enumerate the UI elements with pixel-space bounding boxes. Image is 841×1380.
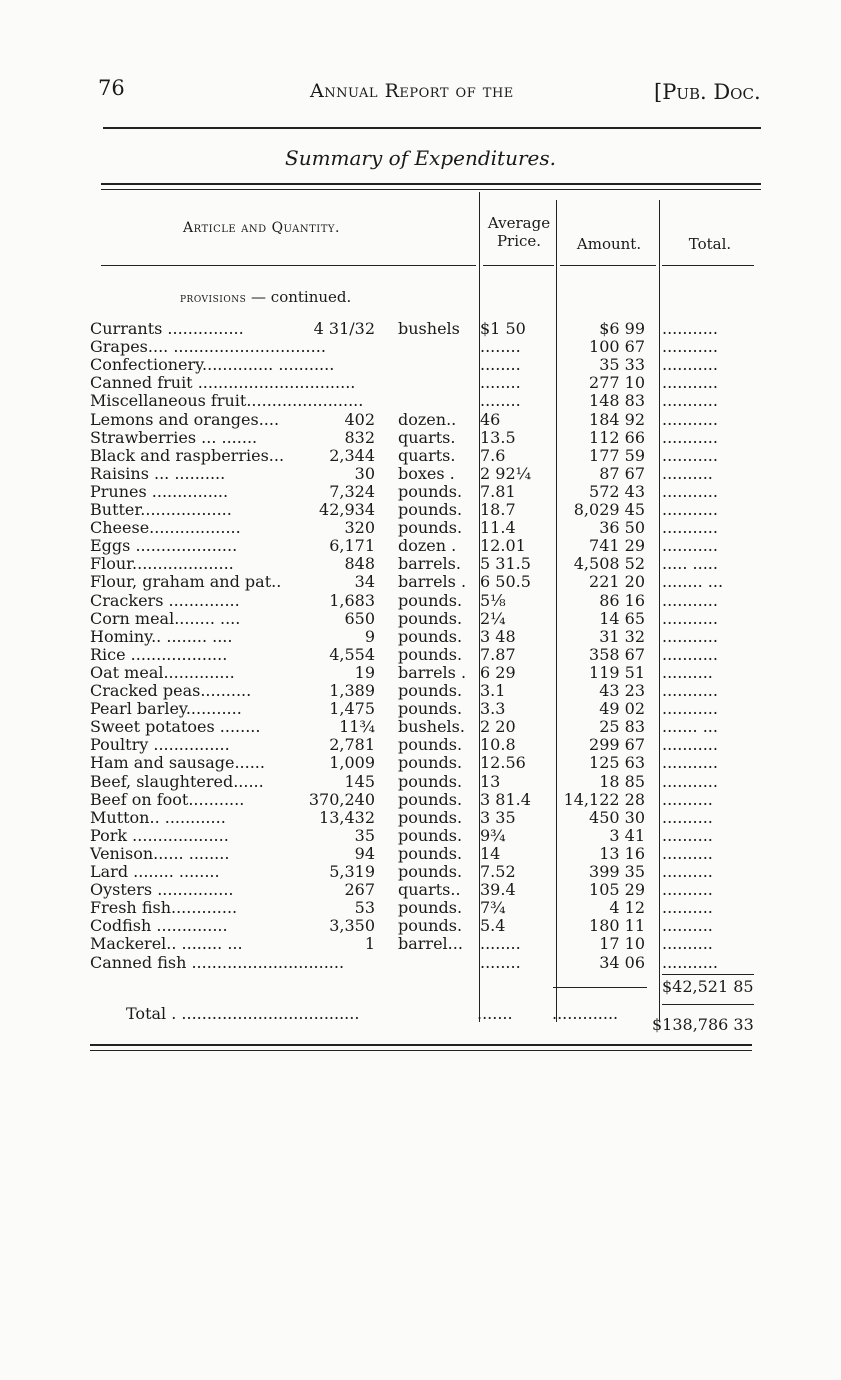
average-price: 3 48 <box>480 626 516 646</box>
quantity: 1,683 <box>329 590 375 610</box>
table-row <box>90 827 770 845</box>
header-underline-article <box>101 265 476 266</box>
average-price: ........ <box>480 355 521 375</box>
total-leader: .......... <box>662 898 713 918</box>
average-price: 6 50.5 <box>480 572 531 592</box>
column-header-total: Total. <box>688 235 732 253</box>
average-price: 6 29 <box>480 662 516 682</box>
table-row <box>90 555 770 573</box>
average-price: 5⅛ <box>480 590 506 610</box>
unit: pounds. <box>398 898 463 918</box>
quantity: 1,475 <box>329 699 375 719</box>
total-leader: ........... <box>662 409 718 429</box>
table-title: Summary of Expenditures. <box>285 146 556 170</box>
total-leader: ........... <box>662 373 718 393</box>
unit: dozen.. <box>398 409 457 429</box>
unit: pounds. <box>398 916 463 936</box>
amount: 112 66 <box>589 427 645 447</box>
amount: 4 12 <box>609 898 645 918</box>
amount: 86 16 <box>599 590 645 610</box>
quantity: 2,344 <box>329 445 375 465</box>
table-top-rule <box>101 183 761 185</box>
total-leader: .......... <box>662 662 713 682</box>
table-bottom-rule-thin <box>90 1050 752 1051</box>
unit: bushels. <box>398 717 465 737</box>
average-price: 7¾ <box>480 898 506 918</box>
table-row <box>90 899 770 917</box>
unit: pounds. <box>398 626 463 646</box>
running-title: Annual Report of the <box>310 80 514 102</box>
unit: pounds. <box>398 807 463 827</box>
amount: 572 43 <box>589 481 645 501</box>
total-leader: ........... <box>662 644 718 664</box>
amount: 105 29 <box>589 880 645 900</box>
average-price: 12.01 <box>480 536 526 556</box>
article-name: Grapes.... .............................. <box>90 337 326 357</box>
average-price: 39.4 <box>480 880 516 900</box>
table-row <box>90 954 770 972</box>
unit: pounds. <box>398 735 463 755</box>
total-leader: ........... <box>662 608 718 628</box>
average-price: 14 <box>480 843 501 863</box>
total-leader: .......... <box>662 880 713 900</box>
article-name: Pearl barley........... <box>90 699 242 719</box>
page-number: 76 <box>98 76 125 100</box>
table-row <box>90 754 770 772</box>
amount: 17 10 <box>599 934 645 954</box>
table-row <box>90 935 770 953</box>
amount: 49 02 <box>599 699 645 719</box>
article-name: Strawberries ... ....... <box>90 427 258 447</box>
article-name: Raisins ... .......... <box>90 463 226 483</box>
average-price: 3 81.4 <box>480 789 531 809</box>
average-price: 5.4 <box>480 916 506 936</box>
unit: quarts. <box>398 445 456 465</box>
average-price: 7.81 <box>480 481 516 501</box>
article-name: Oat meal.............. <box>90 662 235 682</box>
table-row <box>90 392 770 410</box>
average-price: 11.4 <box>480 518 516 538</box>
amount: 399 35 <box>589 862 645 881</box>
quantity: 7,324 <box>329 481 375 501</box>
article-name: Oysters ............... <box>90 880 234 900</box>
amount: 43 23 <box>599 681 645 700</box>
total-leader: ........... <box>662 355 718 375</box>
table-row <box>90 483 770 501</box>
average-price: 2¼ <box>480 608 506 628</box>
article-name: Rice ................... <box>90 644 228 664</box>
unit: pounds. <box>398 862 463 881</box>
column-header-article: Article and Quantity. <box>183 220 340 236</box>
total-leader: .......... <box>662 825 713 845</box>
total-amount-leader: ............. <box>552 1004 619 1023</box>
total-leader: ....... ... <box>662 717 718 737</box>
column-header-amount: Amount. <box>576 235 642 253</box>
total-leader: ........... <box>662 427 718 447</box>
article-name: Pork ................... <box>90 825 229 845</box>
amount: 148 83 <box>589 391 645 411</box>
unit: pounds. <box>398 500 463 519</box>
average-price: 3 35 <box>480 807 516 827</box>
grand-total: $138,786 33 <box>652 1015 754 1034</box>
quantity: 4,554 <box>329 644 375 664</box>
article-name: Sweet potatoes ........ <box>90 717 261 737</box>
quantity: 4 31/32 <box>313 319 375 338</box>
table-row <box>90 845 770 863</box>
total-leader: ........... <box>662 337 718 357</box>
unit: quarts.. <box>398 880 461 900</box>
amount: 119 51 <box>589 662 645 682</box>
unit: pounds. <box>398 681 463 700</box>
table-row <box>90 700 770 718</box>
subtotal-underline <box>662 1004 754 1005</box>
unit: pounds. <box>398 771 463 791</box>
total-leader: .......... <box>662 934 713 954</box>
unit: pounds. <box>398 789 463 809</box>
article-name: Beef on foot........... <box>90 789 245 809</box>
table-row <box>90 809 770 827</box>
total-leader: ........... <box>662 518 718 538</box>
amount: 8,029 45 <box>573 500 645 519</box>
average-price: 3.3 <box>480 699 506 719</box>
amount: 100 67 <box>589 337 645 357</box>
average-price: 13.5 <box>480 427 516 447</box>
article-name: Lard ........ ........ <box>90 862 220 881</box>
total-leader: ........... <box>662 753 718 773</box>
amount: 35 33 <box>599 355 645 375</box>
total-leader: ........... <box>662 590 718 610</box>
total-leader: ........... <box>662 626 718 646</box>
unit: barrels . <box>398 572 467 592</box>
amount: 4,508 52 <box>573 554 645 574</box>
table-row <box>90 773 770 791</box>
amount: $6 99 <box>599 319 645 338</box>
column-header-price: Average Price. <box>487 214 551 250</box>
article-name: Hominy.. ........ .... <box>90 626 233 646</box>
unit: boxes . <box>398 463 455 483</box>
article-name: Codfish .............. <box>90 916 228 936</box>
document-label: [Pub. Doc. <box>654 80 761 104</box>
average-price: 2 20 <box>480 717 516 737</box>
table-top-rule-thin <box>101 189 761 190</box>
article-name: Currants ............... <box>90 319 244 338</box>
total-leader: ........... <box>662 391 718 411</box>
article-name: Venison...... ........ <box>90 843 230 863</box>
unit: pounds. <box>398 644 463 664</box>
amount: 25 83 <box>599 717 645 737</box>
quantity: 30 <box>354 463 375 483</box>
total-leader: ........... <box>662 681 718 700</box>
header-underline-amount <box>560 265 656 266</box>
article-name: Flour.................... <box>90 554 234 574</box>
table-row <box>90 664 770 682</box>
amount: 221 20 <box>589 572 645 592</box>
unit: pounds. <box>398 753 463 773</box>
article-name: Eggs .................... <box>90 536 238 556</box>
unit: quarts. <box>398 427 456 447</box>
article-name: Confectionery.............. ........... <box>90 355 335 375</box>
amount: 358 67 <box>589 644 645 664</box>
unit: pounds. <box>398 590 463 610</box>
quantity: 94 <box>354 843 375 863</box>
amount: 34 06 <box>599 952 645 972</box>
table-bottom-rule <box>90 1044 752 1046</box>
article-name: Corn meal........ .... <box>90 608 241 628</box>
article-name: Mutton.. ............ <box>90 807 226 827</box>
total-leader: ........... <box>662 536 718 556</box>
quantity: 19 <box>354 662 375 682</box>
total-label: Total . ................................... <box>126 1004 360 1023</box>
amount: 184 92 <box>589 409 645 429</box>
quantity: 1 <box>364 934 375 954</box>
total-leader: ........... <box>662 500 718 519</box>
article-name: Flour, graham and pat.. <box>90 572 282 592</box>
average-price: 5 31.5 <box>480 554 531 574</box>
total-leader: ........... <box>662 319 718 338</box>
amount: 177 59 <box>589 445 645 465</box>
amount: 741 29 <box>589 536 645 556</box>
table-row <box>90 736 770 754</box>
total-leader: ........ ... <box>662 572 724 592</box>
total-leader: .......... <box>662 807 713 827</box>
article-name: Lemons and oranges.... <box>90 409 280 429</box>
table-row <box>90 411 770 429</box>
table-row <box>90 682 770 700</box>
table-row <box>90 646 770 664</box>
quantity: 650 <box>344 608 375 628</box>
unit: pounds. <box>398 608 463 628</box>
quantity: 53 <box>354 898 375 918</box>
provisions-subtotal: $42,521 85 <box>662 977 754 996</box>
quantity: 35 <box>354 825 375 845</box>
amount: 125 63 <box>589 753 645 773</box>
quantity: 5,319 <box>329 862 375 881</box>
average-price: $1 50 <box>480 319 526 338</box>
amount-sum-rule <box>553 987 647 988</box>
table-row <box>90 338 770 356</box>
quantity: 13,432 <box>319 807 375 827</box>
average-price: 9¾ <box>480 825 506 845</box>
table-row <box>90 863 770 881</box>
amount: 87 67 <box>599 463 645 483</box>
quantity: 267 <box>344 880 375 900</box>
amount: 3 41 <box>609 825 645 845</box>
header-underline-total <box>662 265 754 266</box>
table-row <box>90 628 770 646</box>
total-leader: ........... <box>662 481 718 501</box>
section-suffix: — continued. <box>251 288 352 306</box>
quantity: 6,171 <box>329 536 375 556</box>
amount: 180 11 <box>589 916 645 936</box>
article-name: Butter.................. <box>90 500 232 519</box>
section-heading <box>180 288 351 306</box>
total-leader: ........... <box>662 771 718 791</box>
total-price-leader: ....... <box>477 1004 513 1023</box>
article-name: Mackerel.. ........ ... <box>90 934 243 954</box>
quantity: 848 <box>344 554 375 574</box>
article-name: Canned fruit ............................... <box>90 373 356 393</box>
table-row <box>90 519 770 537</box>
amount: 14 65 <box>599 608 645 628</box>
header-rule <box>103 127 761 129</box>
average-price: 10.8 <box>480 735 516 755</box>
quantity: 832 <box>344 427 375 447</box>
average-price: 12.56 <box>480 753 526 773</box>
total-leader: ........... <box>662 445 718 465</box>
average-price: 3.1 <box>480 681 506 700</box>
total-leader: ........... <box>662 735 718 755</box>
article-name: Canned fish .............................. <box>90 952 345 972</box>
total-leader: .......... <box>662 463 713 483</box>
quantity: 11¾ <box>339 717 375 737</box>
quantity: 320 <box>344 518 375 538</box>
header-underline-price <box>483 265 554 266</box>
quantity: 1,389 <box>329 681 375 700</box>
amount: 18 85 <box>599 771 645 791</box>
amount: 36 50 <box>599 518 645 538</box>
quantity: 3,350 <box>329 916 375 936</box>
quantity: 370,240 <box>308 789 375 809</box>
total-leader: ........... <box>662 699 718 719</box>
amount: 13 16 <box>599 843 645 863</box>
table-row <box>90 610 770 628</box>
unit: pounds. <box>398 825 463 845</box>
total-leader: .......... <box>662 843 713 863</box>
quantity: 42,934 <box>319 500 375 519</box>
table-row <box>90 573 770 591</box>
total-leader: ..... ..... <box>662 554 718 574</box>
average-price: 18.7 <box>480 500 516 519</box>
quantity: 34 <box>354 572 375 592</box>
unit: barrels. <box>398 554 461 574</box>
average-price: ........ <box>480 373 521 393</box>
article-name: Black and raspberries... <box>90 445 285 465</box>
unit: pounds. <box>398 843 463 863</box>
article-name: Ham and sausage...... <box>90 753 265 773</box>
table-row <box>90 465 770 483</box>
article-name: Beef, slaughtered...... <box>90 771 264 791</box>
unit: pounds. <box>398 518 463 538</box>
table-row <box>90 537 770 555</box>
amount: 450 30 <box>589 807 645 827</box>
table-row <box>90 791 770 809</box>
average-price: 7.52 <box>480 862 516 881</box>
average-price: ........ <box>480 952 521 972</box>
quantity: 402 <box>344 409 375 429</box>
table-row <box>90 718 770 736</box>
average-price: ........ <box>480 337 521 357</box>
table-row <box>90 917 770 935</box>
article-name: Fresh fish............. <box>90 898 238 918</box>
table-row <box>90 320 770 338</box>
table-row <box>90 356 770 374</box>
amount: 277 10 <box>589 373 645 393</box>
subtotal-rule <box>662 974 754 975</box>
table-row <box>90 374 770 392</box>
amount: 299 67 <box>589 735 645 755</box>
average-price: ........ <box>480 391 521 411</box>
article-name: Miscellaneous fruit....................... <box>90 391 364 411</box>
average-price: 7.87 <box>480 644 516 664</box>
total-leader: .......... <box>662 916 713 936</box>
average-price: ........ <box>480 934 521 954</box>
total-leader: .......... <box>662 862 713 881</box>
unit: barrels . <box>398 662 467 682</box>
total-leader: ........... <box>662 952 718 972</box>
table-row <box>90 881 770 899</box>
section-label: provisions <box>180 291 247 306</box>
average-price: 7.6 <box>480 445 506 465</box>
amount: 14,122 28 <box>563 789 645 809</box>
quantity: 2,781 <box>329 735 375 755</box>
average-price: 46 <box>480 409 501 429</box>
article-name: Prunes ............... <box>90 481 229 501</box>
unit: barrel... <box>398 934 463 954</box>
table-row <box>90 592 770 610</box>
unit: dozen . <box>398 536 457 556</box>
quantity: 1,009 <box>329 753 375 773</box>
article-name: Cracked peas.......... <box>90 681 252 700</box>
table-row <box>90 429 770 447</box>
unit: bushels <box>398 319 460 338</box>
article-name: Poultry ............... <box>90 735 230 755</box>
quantity: 9 <box>364 626 375 646</box>
average-price: 2 92¼ <box>480 463 532 483</box>
unit: pounds. <box>398 699 463 719</box>
total-leader: .......... <box>662 789 713 809</box>
average-price: 13 <box>480 771 501 791</box>
table-row <box>90 447 770 465</box>
quantity: 145 <box>344 771 375 791</box>
table-row <box>90 501 770 519</box>
article-name: Crackers .............. <box>90 590 240 610</box>
article-name: Cheese.................. <box>90 518 241 538</box>
amount: 31 32 <box>599 626 645 646</box>
unit: pounds. <box>398 481 463 501</box>
